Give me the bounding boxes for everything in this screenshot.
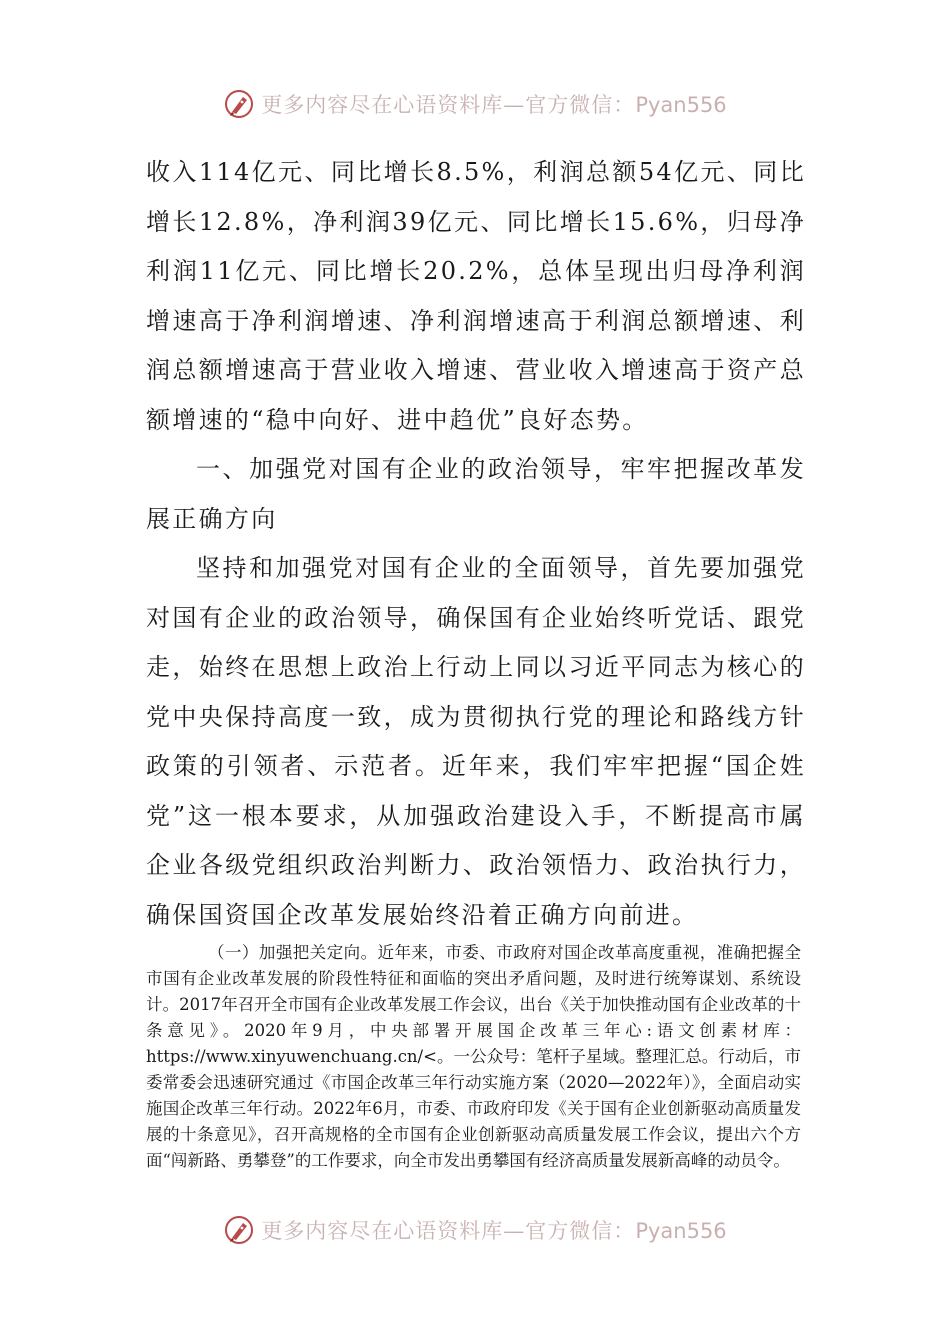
pen-nib-logo-icon [223, 1214, 255, 1246]
header-banner [0, 84, 950, 124]
paragraph-detail: （一）加强把关定向。近年来，市委、市政府对国企改革高度重视，准确把握全市国有企业改革发展的阶段性特征和面临的突出矛盾问题，及时进行统筹谋划、系统设计。2017年召开全市国有企业改革发展工作会议，出台《关于加快推动国有企业改革的十条意见》。2020年9月，中央部署开展国企改革三年心:语文创素材库：https://www.xinyuwenchuang.cn/<。一公众号：笔杆子星域。整理汇总。行动后，市委常委会迅速研究通过《市国企改革三年行动实施方案（2020—2022年）》，全面启动实施国企改革三年行动。2022年6月，市委、市政府印发《关于国有企业创新驱动高质量发展的十条意见》，召开高规格的全市国有企业创新驱动高质量发展工作会议，提出六个方面“闯新路、勇攀登”的工作要求，向全市发出勇攀国有经济高质量发展新高峰的动员令。 [146, 943, 801, 1170]
section-heading: 一、加强党对国有企业的政治领导，牢牢把握改革发展正确方向 [146, 455, 806, 533]
header-banner-text: 更多内容尽在心语资料库—官方微信：Pyan556 [261, 93, 727, 117]
pen-nib-logo-icon [223, 88, 255, 120]
footer-banner [0, 1210, 950, 1250]
footer-banner-text: 更多内容尽在心语资料库—官方微信：Pyan556 [261, 1219, 727, 1243]
paragraph-leadership: 坚持和加强党对国有企业的全面领导，首先要加强党对国有企业的政治领导，确保国有企业始终听党话、跟党走，始终在思想上政治上行动上同以习近平同志为核心的党中央保持高度一致，成为贯彻执行党的理论和路线方针政策的引领者、示范者。近年来，我们牢牢把握“国企姓党”这一根本要求，从加强政治建设入手，不断提高市属企业各级党组织政治判断力、政治领悟力、政治执行力，确保国资国企改革发展始终沿着正确方向前进。 [146, 554, 806, 929]
main-body [146, 148, 806, 940]
paragraph-results: 收入114亿元、同比增长8.5%，利润总额54亿元、同比增长12.8%，净利润39亿元、同比增长15.6%，归母净利润11亿元、同比增长20.2%，总体呈现出归母净利润增速高于净利润增速、净利润增速高于利润总额增速、利润总额增速高于营业收入增速、营业收入增速高于资产总额增速的“稳中向好、进中趋优”良好态势。 [146, 158, 806, 434]
